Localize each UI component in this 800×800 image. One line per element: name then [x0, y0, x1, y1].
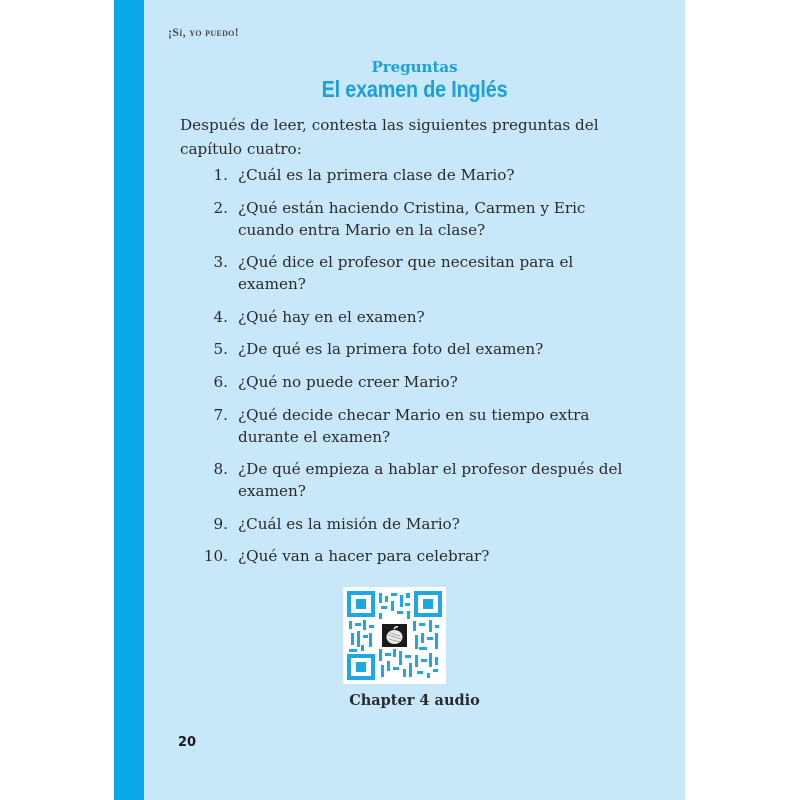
- page-edge-stripe: [114, 0, 144, 800]
- question-text: ¿De qué empieza a hablar el profesor después del examen?: [238, 460, 623, 501]
- question-number: 2.: [213, 198, 228, 217]
- question-number: 8.: [213, 460, 228, 479]
- chapter-title: El examen de Inglés: [321, 76, 508, 102]
- question-text: ¿Qué no puede creer Mario?: [238, 372, 458, 391]
- question-text: ¿Qué dice el profesor que necesitan para el examen?: [238, 253, 574, 294]
- question-text: ¿De qué es la primera foto del examen?: [238, 340, 544, 359]
- question-item: [180, 251, 660, 295]
- question-number: 7.: [213, 405, 228, 424]
- question-text: ¿Qué están haciendo Cristina, Carmen y Eric cuando entra Mario en la clase?: [238, 198, 586, 239]
- question-text: ¿Qué van a hacer para celebrar?: [238, 547, 490, 566]
- question-item: [180, 164, 660, 186]
- question-text: ¿Cuál es la primera clase de Mario?: [238, 166, 515, 184]
- questions-list: [180, 164, 660, 578]
- question-item: [180, 371, 660, 393]
- qr-caption: Chapter 4 audio: [349, 692, 480, 709]
- question-item: [180, 513, 660, 535]
- section-label: Preguntas: [371, 58, 458, 76]
- question-text: ¿Qué hay en el examen?: [238, 307, 425, 326]
- question-item: [180, 458, 660, 502]
- question-number: 4.: [213, 307, 228, 326]
- page-number: 20: [178, 735, 197, 750]
- question-number: 3.: [213, 253, 228, 272]
- question-number: 5.: [213, 340, 228, 359]
- question-number: 6.: [213, 372, 228, 391]
- question-number: 1.: [213, 166, 228, 184]
- question-text: ¿Qué decide checar Mario en su tiempo extra durante el examen?: [238, 405, 590, 446]
- running-head: ¡Sí, yo puedo!: [168, 25, 239, 39]
- question-item: [180, 545, 660, 567]
- qr-code-icon[interactable]: [343, 587, 446, 684]
- book-page: [144, 0, 685, 800]
- question-number: 10.: [203, 547, 228, 566]
- question-item: [180, 338, 660, 360]
- question-item: [180, 306, 660, 328]
- question-number: 9.: [213, 514, 228, 533]
- question-item: [180, 404, 660, 448]
- question-item: [180, 197, 660, 241]
- question-text: ¿Cuál es la misión de Mario?: [238, 514, 460, 533]
- intro-paragraph: Después de leer, contesta las siguientes preguntas del capítulo cuatro:: [180, 116, 599, 158]
